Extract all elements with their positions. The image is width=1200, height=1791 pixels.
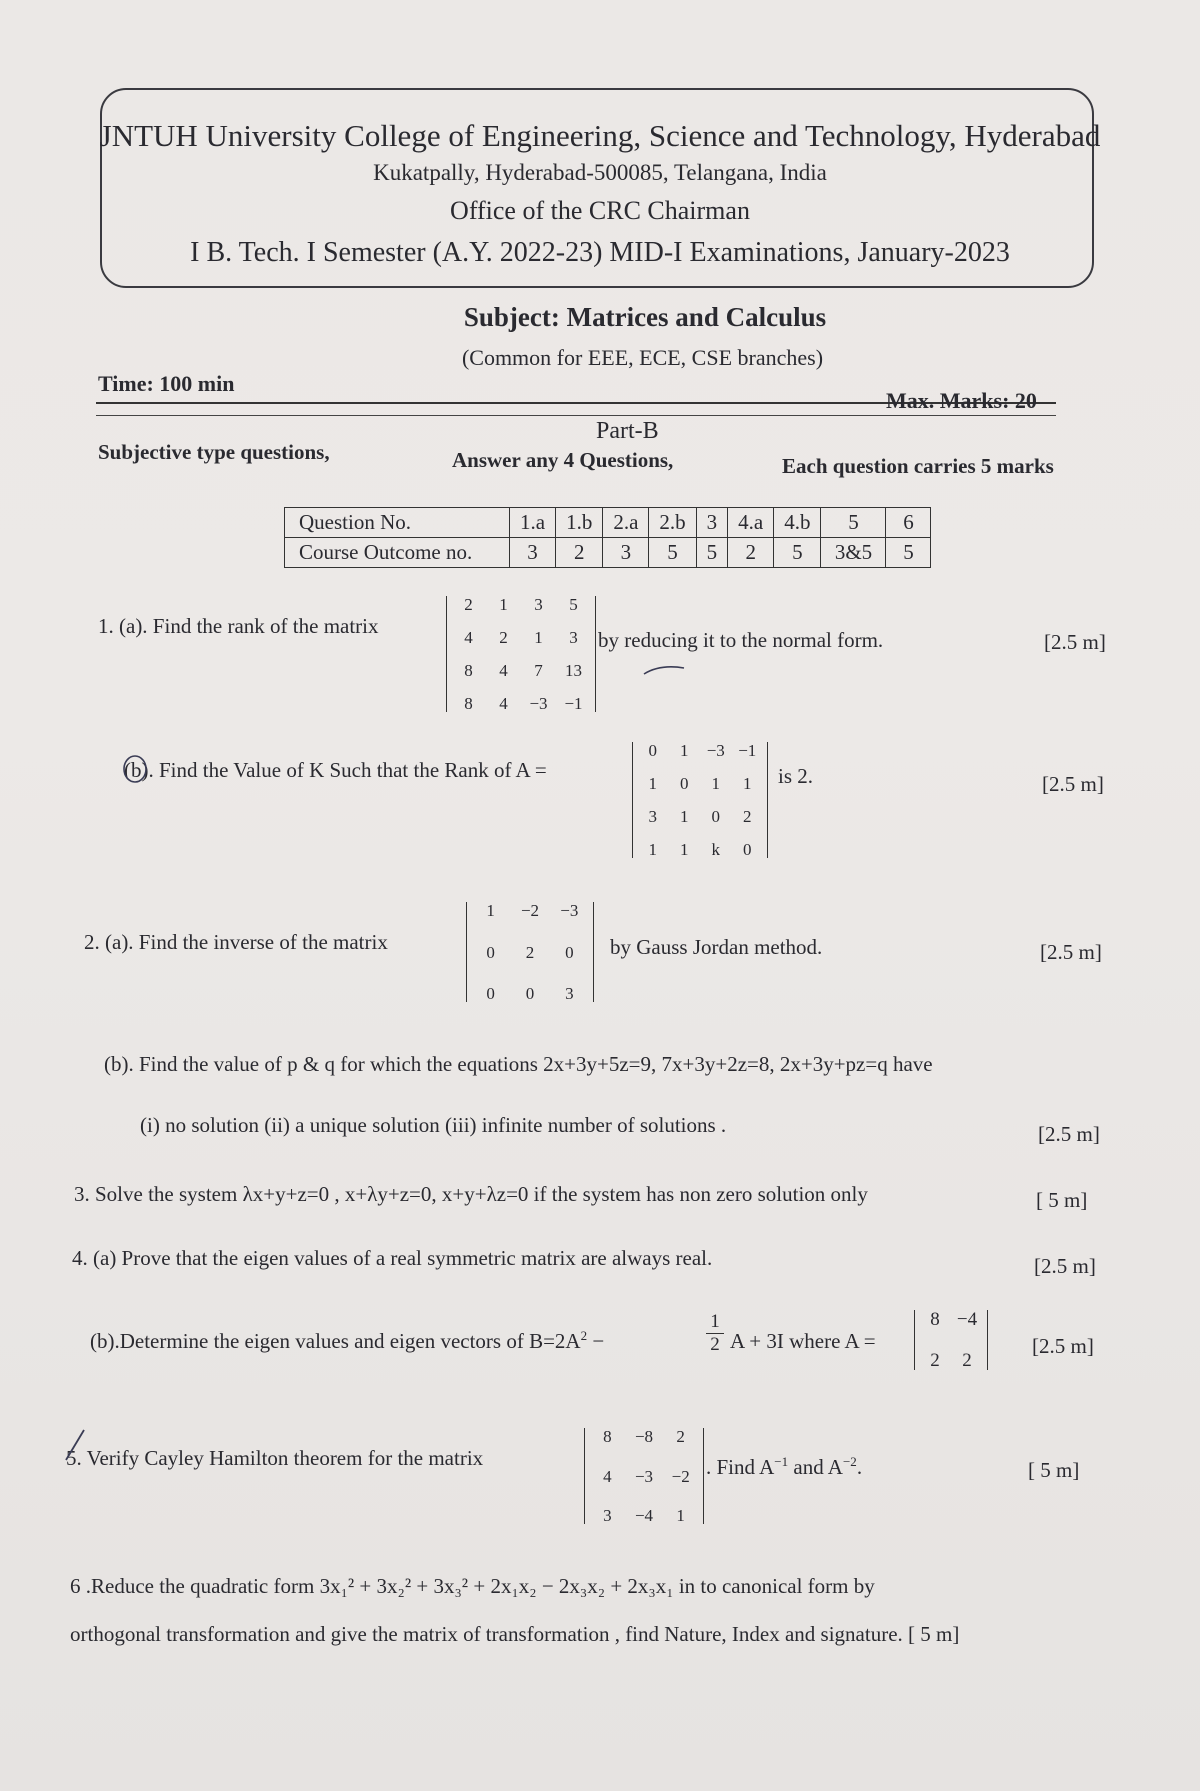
question-2b-options: (i) no solution (ii) a unique solution (iii) infinite number of solutions . (140, 1113, 727, 1137)
question-5-find: . Find A (706, 1455, 775, 1479)
matrix-entry: k (711, 840, 720, 859)
matrix-entry: 4 (603, 1466, 612, 1486)
matrix-entry: 2 (464, 595, 473, 614)
pen-tick-mark (62, 1426, 92, 1466)
matrix-entry: 1 (743, 774, 752, 793)
matrix-entry: 4 (499, 661, 508, 680)
matrix-entry: −4 (634, 1506, 654, 1525)
exam-time: Time: 100 min (98, 371, 235, 396)
matrix-entry: 2 (525, 942, 535, 962)
matrix-entry: 1 (680, 840, 689, 859)
exponent: −2 (842, 1454, 857, 1469)
question-1b-marks: [2.5 m] (1042, 772, 1104, 796)
table-cell: 1.a (510, 508, 556, 538)
matrix-entry: −3 (706, 741, 725, 760)
matrix-entry: 1 (648, 774, 657, 793)
table-header-cell: Question No. (285, 508, 510, 538)
matrix-entry: 3 (648, 807, 657, 826)
question-1a-tail: by reducing it to the normal form. (598, 628, 884, 652)
matrix-entry: 8 (603, 1427, 612, 1446)
question-5-marks: [ 5 m] (1028, 1458, 1080, 1482)
matrix-entry: 3 (565, 984, 574, 1003)
question-2b-text: (b). Find the value of p & q for which the equations 2x+3y+5z=9, 7x+3y+2z=8, 2x+3y+pz=q have (104, 1052, 933, 1076)
matrix-entry: 2 (930, 1350, 940, 1371)
question-4b-mid: A + 3I where A = (730, 1329, 876, 1353)
matrix-entry: 1 (711, 774, 720, 793)
matrix-entry: 1 (648, 840, 657, 859)
instruction-type: Subjective type questions, (98, 440, 330, 464)
matrix-entry: 7 (534, 661, 543, 680)
matrix-entry: −8 (634, 1427, 654, 1446)
question-5-and: and A (793, 1455, 843, 1479)
matrix-entry: 0 (711, 807, 720, 826)
question-6-line1: 6 .Reduce the quadratic form 3x₁² + 3x₂² + 3x₃² + 2x₁x₂ − 2x₃x₂ + 2x₃x₁ in to canonical form by (70, 1574, 875, 1598)
max-marks: Max. Marks: 20 (886, 388, 1037, 413)
institution-address: Kukatpally, Hyderabad-500085, Telangana, India (373, 160, 827, 185)
matrix-entry: 0 (486, 984, 495, 1003)
question-3-marks: [ 5 m] (1036, 1188, 1088, 1212)
matrix-entry: 0 (648, 741, 657, 760)
matrix-entry: 1 (486, 901, 495, 920)
matrix-entry: 0 (525, 984, 535, 1003)
table-cell: 3&5 (821, 538, 886, 568)
table-cell: 5 (649, 538, 696, 568)
question-1a-text: 1. (a). Find the rank of the matrix (98, 614, 379, 638)
matrix-entry: 5 (569, 595, 578, 614)
table-row (285, 508, 931, 538)
question-1b-tail: is 2. (778, 764, 814, 788)
question-1b-text: (b). Find the Value of K Such that the Rank of A = (124, 758, 547, 782)
exponent: −1 (774, 1454, 789, 1469)
question-4a-marks: [2.5 m] (1034, 1254, 1096, 1278)
table-cell: 3 (696, 508, 728, 538)
question-2b-marks: [2.5 m] (1038, 1122, 1100, 1146)
matrix-entry: 8 (464, 694, 473, 713)
question-2a-text: 2. (a). Find the inverse of the matrix (84, 930, 388, 954)
part-title: Part-B (596, 418, 659, 444)
matrix-entry: 1 (534, 628, 543, 647)
question-1a-marks: [2.5 m] (1044, 630, 1106, 654)
table-cell: 4.a (728, 508, 774, 538)
exponent: 2 (580, 1328, 588, 1343)
matrix-entry: −2 (671, 1466, 690, 1486)
office-title: Office of the CRC Chairman (450, 196, 750, 225)
question-2a-tail: by Gauss Jordan method. (610, 935, 823, 959)
matrix-entry: 1 (680, 807, 689, 826)
matrix-entry: −1 (738, 741, 757, 760)
pen-mark (640, 660, 690, 680)
table-row (285, 538, 931, 568)
matrix-entry: 1 (499, 595, 508, 614)
matrix-entry: 2 (743, 807, 752, 826)
matrix-entry: 2 (962, 1350, 972, 1371)
matrix-entry: 3 (534, 595, 543, 614)
matrix-entry: 3 (603, 1506, 612, 1525)
table-cell: 2 (556, 538, 603, 568)
fraction-half: $\frac{1}{2}$ (706, 1312, 724, 1357)
matrix-entry: 1 (676, 1506, 685, 1525)
instruction-each: Each question carries 5 marks (782, 454, 1054, 478)
matrix-entry: −3 (634, 1466, 654, 1486)
matrix-entry: 3 (569, 628, 578, 647)
question-5-tail: . Find $A^{-1}$ and $A^{-2}$. (706, 1454, 863, 1479)
table-cell: 5 (696, 538, 728, 568)
table-cell: 5 (774, 538, 821, 568)
table-cell: 3 (510, 538, 556, 568)
pen-circle-mark (120, 752, 150, 786)
matrix-entry: 4 (464, 628, 473, 647)
table-cell: 1.b (556, 508, 603, 538)
matrix-4b (914, 1310, 988, 1370)
question-6-line2: orthogonal transformation and give the matrix of transformation , find Nature, Index and signature. [ 5 m] (70, 1622, 960, 1646)
table-cell: 2.b (649, 508, 696, 538)
table-cell: 5 (886, 538, 931, 568)
question-2a-marks: [2.5 m] (1040, 940, 1102, 964)
question-3-text: 3. Solve the system λx+y+z=0 , x+λy+z=0, x+y+λz=0 if the system has non zero solution only (74, 1182, 868, 1206)
matrix-entry: −3 (529, 694, 548, 713)
table-cell: 2.a (603, 508, 649, 538)
subject-title: Subject: Matrices and Calculus (463, 302, 827, 332)
table-cell: 2 (728, 538, 774, 568)
divider (96, 415, 1056, 416)
question-4a-text: 4. (a) Prove that the eigen values of a real symmetric matrix are always real. (72, 1246, 713, 1270)
matrix-entry: 0 (565, 942, 574, 962)
table-cell: 6 (886, 508, 931, 538)
matrix-entry: 13 (565, 661, 582, 680)
table-cell: 4.b (774, 508, 821, 538)
question-5-text: 5. Verify Cayley Hamilton theorem for the matrix (66, 1446, 484, 1470)
institution-name: JNTUH University College of Engineering, Science and Technology, Hyderabad (99, 118, 1101, 153)
matrix-1a (446, 596, 596, 712)
matrix-entry: 0 (743, 840, 752, 859)
question-4b-text: (b).Determine the eigen values and eigen vectors of $B=2A^2$ − (90, 1328, 605, 1353)
instruction-answer: Answer any 4 Questions, (452, 448, 674, 472)
matrix-2a (466, 902, 594, 1002)
matrix-entry: 4 (499, 694, 508, 713)
matrix-1b (632, 742, 768, 858)
branches: (Common for EEE, ECE, CSE branches) (461, 345, 824, 370)
matrix-5 (584, 1428, 704, 1524)
matrix-entry: −3 (560, 901, 579, 920)
table-header-cell: Course Outcome no. (285, 538, 510, 568)
matrix-entry: 2 (499, 628, 508, 647)
matrix-entry: 8 (930, 1309, 940, 1330)
matrix-entry: −4 (956, 1309, 978, 1330)
course-outcome-table (284, 507, 931, 568)
matrix-entry: 1 (680, 741, 689, 760)
question-4b-lead: (b).Determine the eigen values and eigen vectors of B=2A (90, 1329, 581, 1353)
table-cell: 3 (603, 538, 649, 568)
matrix-entry: 0 (680, 774, 689, 793)
question-4b-marks: [2.5 m] (1032, 1334, 1094, 1358)
matrix-entry: −1 (564, 694, 583, 713)
table-cell: 5 (821, 508, 886, 538)
matrix-entry: 8 (464, 661, 473, 680)
matrix-entry: 0 (486, 942, 495, 962)
matrix-entry: −2 (520, 901, 540, 920)
exam-title: I B. Tech. I Semester (A.Y. 2022-23) MID-I Examinations, January-2023 (190, 237, 1010, 268)
matrix-entry: 2 (676, 1427, 685, 1446)
